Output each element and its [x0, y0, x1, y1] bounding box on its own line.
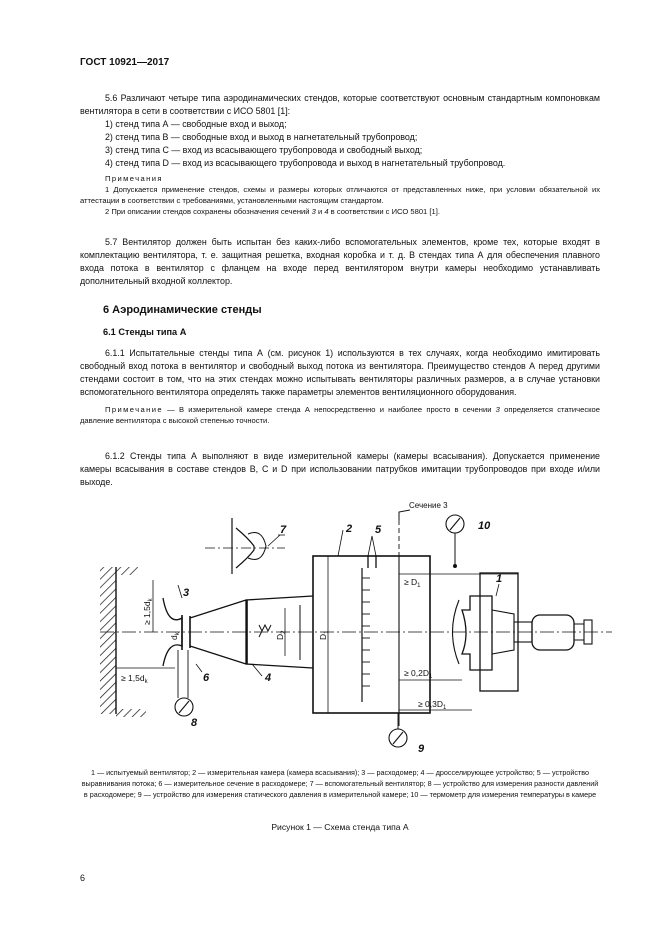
auxiliary-fan [232, 518, 254, 574]
callout-9: 9 [418, 743, 425, 755]
callout-7: 7 [280, 524, 287, 536]
figure-legend: 1 — испытуемый вентилятор; 2 — измерительная камера (камера всасывания); 3 — расходомер; 4 — дросселирующее устройство; 5 — устройство выравнивания потока; 6 — измерительное сечение в расходомере; 7 — вспомогательный вентилятор; 8 — устройство для измерения разности давлений в расходомере; 9 — устройство для измерения статического давления в измерительной камере; 10 — термометр для измерения температуры в камере [81, 768, 599, 799]
section-5-7-text: 5.7 Вентилятор должен быть испытан без каких-либо вспомогательных элементов, кроме тех, которые входят в комплектацию вентилятора, т. е. защитная решетка, входная коробка и т. д. В стендах типа А для обеспечения плавного входа потока в вентилятор с фланцем на входе перед вентилятором внутри камеры необходимо устанавливать дополнительный входной коллектор. [80, 237, 600, 286]
notes-title: Примечания [105, 174, 163, 183]
callout-2: 2 [346, 523, 353, 535]
svg-text:≥ 1,5dk: ≥ $1,5d_k$ [121, 673, 148, 685]
page-number: 6 [80, 873, 86, 883]
svg-text:dk: $d_k$ [169, 632, 181, 640]
callout-3: 3 [183, 587, 190, 599]
svg-text:≥ 1,5dk: ≥ $1,5d_k$ [142, 598, 154, 625]
paragraph-6-1-1: 6.1.1 Испытательные стенды типа А (см. рисунок 1) используются в тех случаях, когда необходимо имитировать свободный вход потока в вентилятор и свободный выход потока из вентилятора. Преимущество стендов А перед другими стендами состоит в том, что на этих стендах можно испытывать вентиляторы различных размеров, а в случае установки вспомогательного вентилятора определять также параметры элементов вентиляционного оборудования. [80, 348, 600, 397]
svg-text:≥ D1: ≥ $D_1$ [404, 577, 421, 589]
callout-5: 5 [375, 524, 382, 536]
section-5-6-intro: 5.6 Различают четыре типа аэродинамических стендов, которые соответствуют основным стандартным компоновкам вентилятора в сети в соответствии с ИСО 5801 [1]: [80, 93, 600, 116]
v15dk-dimension-label: ≥ 1,5d [142, 601, 152, 625]
list-item: 2) стенд типа В — свободные вход и выход в нагнетательный трубопровод; [105, 132, 418, 142]
section-6-1-heading: 6.1 Стенды типа А [103, 327, 187, 337]
svg-text:≥ 0,3D1: ≥ $0,3D_1$ [418, 699, 447, 711]
list-item: 3) стенд типа С — вход из всасывающего трубопровода и свободный выход; [105, 145, 423, 155]
dk-dimension-label: d [169, 635, 179, 640]
h15dk-dimension-label: ≥ 1,5d [121, 673, 145, 683]
svg-text:D2: $D_2$ [275, 630, 287, 640]
svg-text:D1: $D_1$ [318, 630, 330, 640]
callout-6: 6 [203, 672, 210, 684]
note-6-1-1: Примечание — В измерительной камере стенда А непосредственно и наиболее просто в сечении 3 определяется статическое давление вентилятора с высокой степенью точности. [80, 405, 600, 425]
list-item: 1) стенд типа А — свободные вход и выход; [105, 119, 287, 129]
motor [532, 615, 574, 650]
section-6-heading: 6 Аэродинамические стенды [103, 304, 262, 316]
wall-hatching [100, 567, 116, 714]
paragraph-6-1-2: 6.1.2 Стенды типа А выполняют в виде измерительной камеры (камеры всасывания). Допускается применение камеры всасывания в составе стендов В, С и D при использовании патрубков имитации трубопроводов при входе и/или выходе. [80, 451, 600, 487]
callout-8: 8 [191, 717, 198, 729]
document-standard-header: ГОСТ 10921—2017 [80, 57, 170, 68]
d03-dimension-label: ≥ 0,3D [418, 699, 443, 709]
callout-4: 4 [265, 672, 272, 684]
section-3-label: Сечение 3 [409, 501, 448, 510]
figure-title: Рисунок 1 — Схема стенда типа А [271, 822, 409, 832]
svg-text:≥ 0,2D1: ≥ $0,2D_1$ [404, 668, 433, 680]
d1-dimension-label: ≥ D [404, 577, 418, 587]
svg-text:Сечение 3 [409, 501, 448, 510]
d1-vertical-label: D [318, 633, 328, 640]
d02-dimension-label: ≥ 0,2D [404, 668, 429, 678]
note-2: 2 При описании стендов сохранены обозначения сечений 3 и 4 в соответствии с ИСО 5801 [1]. [105, 207, 440, 216]
list-item: 4) стенд типа D — вход из всасывающего трубопровода и выход в нагнетательный трубопровод. [105, 158, 506, 168]
callout-1: 1 [496, 573, 503, 585]
note-1: 1 Допускается применение стендов, схемы и размеры которых отличаются от представленных ниже, при условии обязательной их аттестации в соответствии с требованиями, установленными настоящим стандартом. [80, 185, 600, 205]
d2-dimension-label: D [275, 633, 285, 640]
callout-10: 10 [478, 520, 491, 532]
test-fan-housing [462, 596, 492, 670]
